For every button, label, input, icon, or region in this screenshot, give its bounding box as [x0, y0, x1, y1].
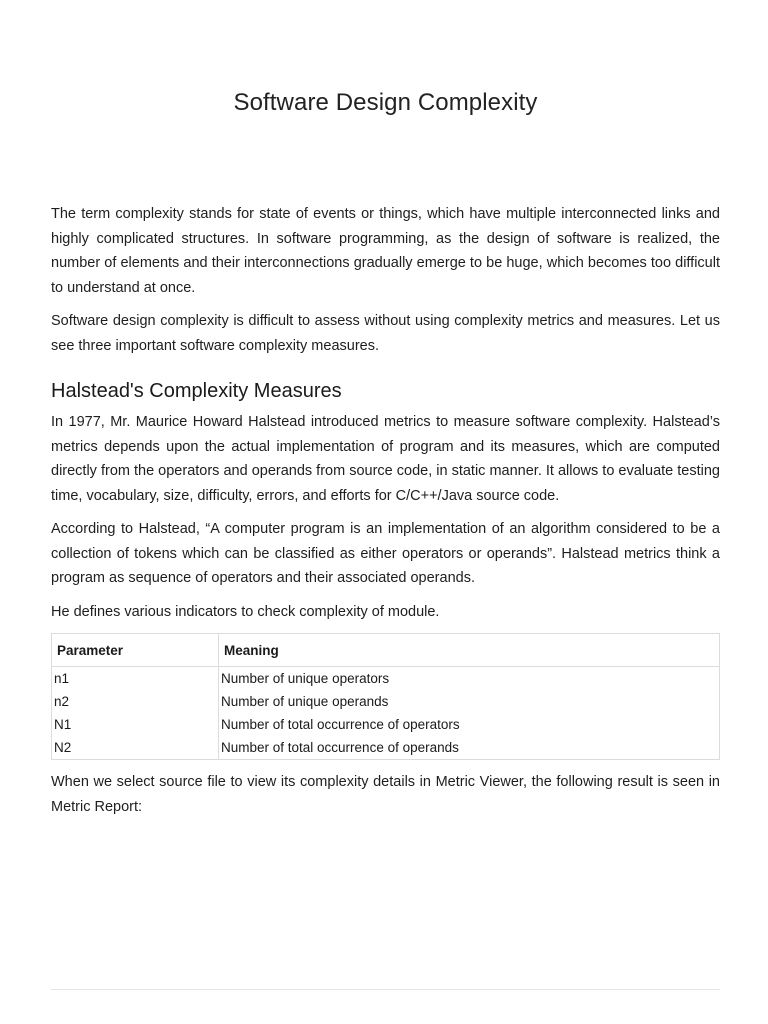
section-paragraph-1: In 1977, Mr. Maurice Howard Halstead introduced metrics to measure software complexity. Halstead’s metrics depends upon the actual implementation of program and its measures, which are computed directly from the operators and operands from source code, in static manner. It allows to evaluate testing time, vocabulary, size, difficulty, errors, and efforts for C/C++/Java source code. [51, 414, 720, 504]
table-cell-parameter: n1 [52, 667, 219, 691]
closing-paragraph: When we select source file to view its complexity details in Metric Viewer, the following result is seen in Metric Report: [51, 774, 720, 815]
table-row [52, 736, 720, 760]
section-paragraph-2: According to Halstead, “A computer program is an implementation of an algorithm considered to be a collection of tokens which can be classified as either operators or operands”. Halstead metrics think a program as sequence of operators and their associated operands. [51, 521, 720, 586]
table-header-parameter: Parameter [52, 634, 219, 667]
table-cell-parameter: N2 [52, 736, 219, 760]
table-cell-meaning: Number of unique operands [219, 690, 720, 713]
table-row [52, 713, 720, 736]
table-row [52, 667, 720, 691]
table-cell-meaning: Number of total occurrence of operands [219, 736, 720, 760]
table-row [52, 690, 720, 713]
page-title: Software Design Complexity [233, 89, 538, 116]
table-cell-parameter: N1 [52, 713, 219, 736]
section-paragraph-3: He defines various indicators to check complexity of module. [51, 603, 440, 620]
intro-paragraph-2: Software design complexity is difficult to assess without using complexity metrics and measures. Let us see three important software complexity measures. [51, 313, 720, 354]
footer-divider [51, 989, 720, 990]
parameters-table [51, 633, 720, 760]
table-cell-parameter: n2 [52, 690, 219, 713]
document-body [51, 202, 720, 828]
table-header-meaning: Meaning [219, 634, 720, 667]
table-header-row [52, 634, 720, 667]
table-cell-meaning: Number of total occurrence of operators [219, 713, 720, 736]
table-cell-meaning: Number of unique operators [219, 667, 720, 691]
intro-paragraph-1: The term complexity stands for state of events or things, which have multiple interconnected links and highly complicated structures. In software programming, as the design of software is realized, the number of elements and their interconnections gradually emerge to be huge, which becomes too difficult to understand at once. [51, 206, 720, 296]
section-heading: Halstead's Complexity Measures [51, 380, 342, 402]
